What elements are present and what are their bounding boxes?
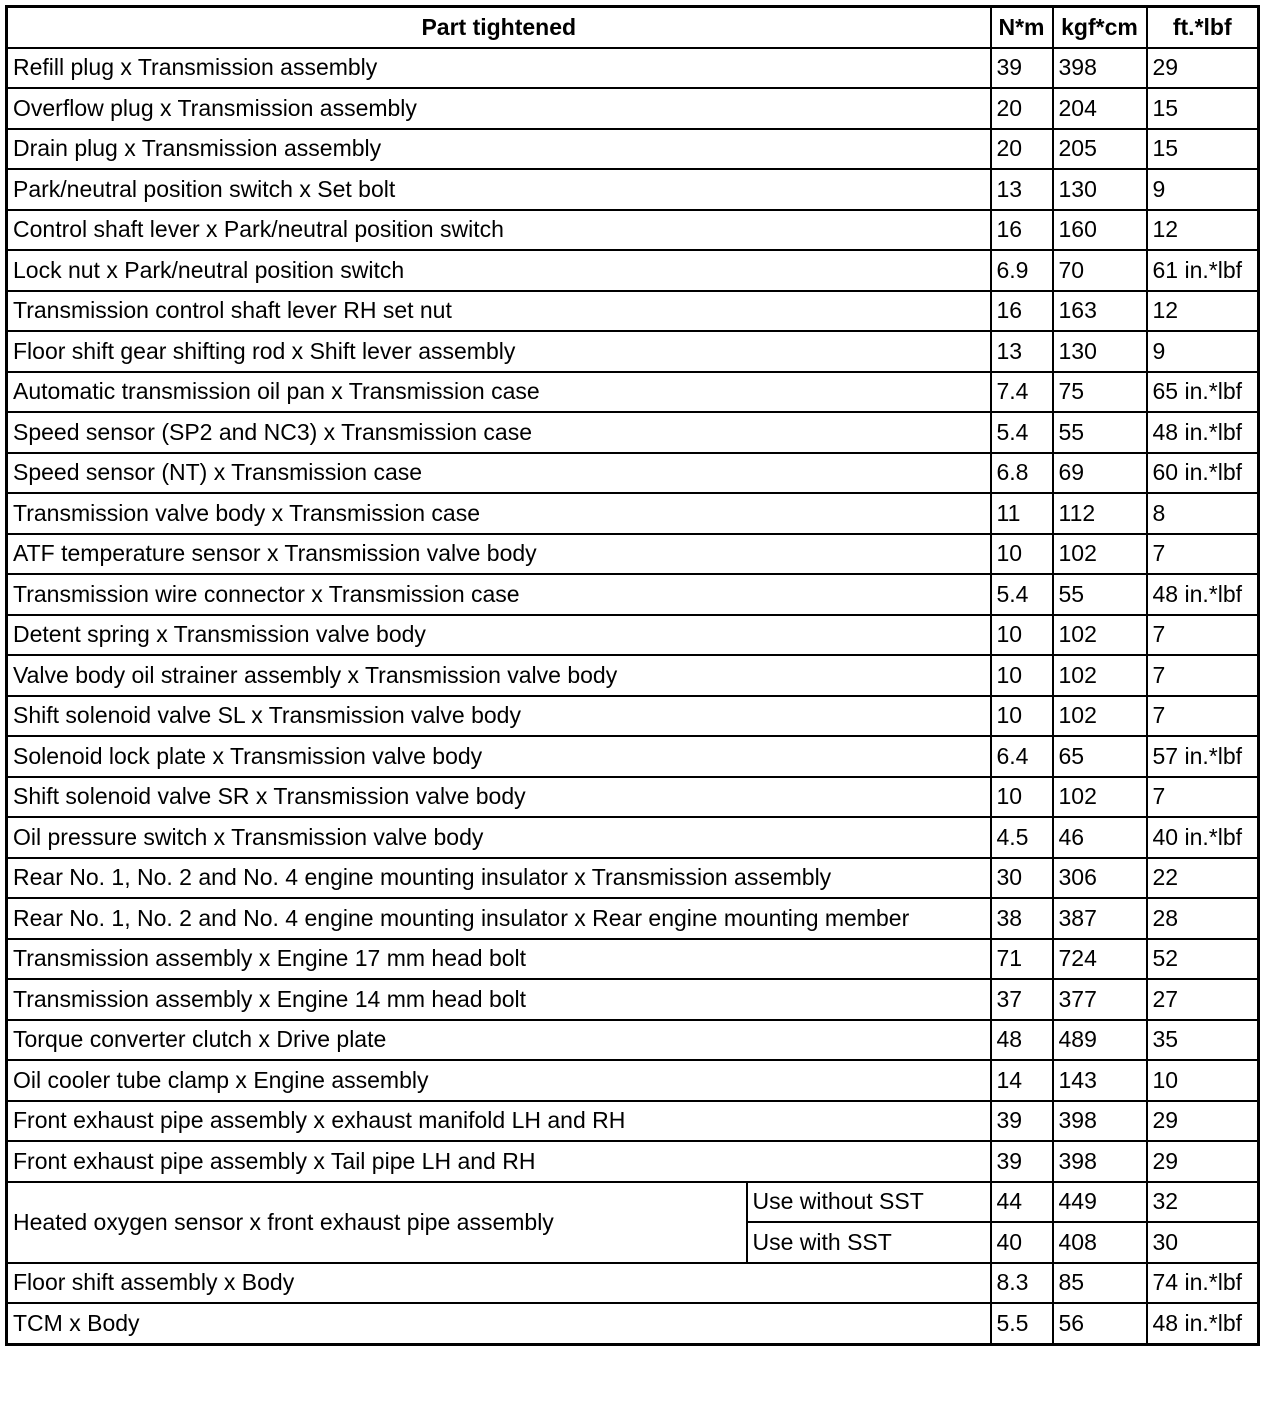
table-row — [7, 331, 1259, 372]
part-cell: Torque converter clutch x Drive plate — [7, 1020, 991, 1061]
table-row — [7, 1020, 1259, 1061]
part-cell: Floor shift assembly x Body — [7, 1263, 991, 1304]
part-cell: Transmission control shaft lever RH set nut — [7, 291, 991, 332]
part-cell: Lock nut x Park/neutral position switch — [7, 250, 991, 291]
nm-cell: 44 — [991, 1182, 1053, 1223]
nm-cell: 6.8 — [991, 453, 1053, 494]
ft-lbf-cell: 57 in.*lbf — [1147, 736, 1259, 777]
kgf-cm-cell: 102 — [1053, 615, 1147, 656]
ft-lbf-cell: 28 — [1147, 898, 1259, 939]
table-body — [7, 48, 1259, 1345]
kgf-cm-cell: 65 — [1053, 736, 1147, 777]
nm-cell: 48 — [991, 1020, 1053, 1061]
part-cell: Speed sensor (NT) x Transmission case — [7, 453, 991, 494]
table-row — [7, 48, 1259, 89]
part-cell: Shift solenoid valve SL x Transmission valve body — [7, 696, 991, 737]
ft-lbf-cell: 27 — [1147, 979, 1259, 1020]
part-cell: TCM x Body — [7, 1303, 991, 1344]
kgf-cm-cell: 398 — [1053, 1101, 1147, 1142]
table-row — [7, 88, 1259, 129]
kgf-cm-cell: 102 — [1053, 534, 1147, 575]
kgf-cm-cell: 724 — [1053, 939, 1147, 980]
ft-lbf-cell: 9 — [1147, 331, 1259, 372]
ft-lbf-cell: 22 — [1147, 858, 1259, 899]
nm-cell: 10 — [991, 534, 1053, 575]
table-row — [7, 534, 1259, 575]
nm-cell: 5.5 — [991, 1303, 1053, 1344]
kgf-cm-cell: 408 — [1053, 1222, 1147, 1263]
kgf-cm-cell: 377 — [1053, 979, 1147, 1020]
kgf-cm-cell: 387 — [1053, 898, 1147, 939]
ft-lbf-cell: 65 in.*lbf — [1147, 372, 1259, 413]
nm-cell: 39 — [991, 1101, 1053, 1142]
table-row — [7, 1101, 1259, 1142]
part-cell: Refill plug x Transmission assembly — [7, 48, 991, 89]
kgf-cm-cell: 204 — [1053, 88, 1147, 129]
header-part-tightened: Part tightened — [7, 7, 991, 48]
kgf-cm-cell: 306 — [1053, 858, 1147, 899]
kgf-cm-cell: 56 — [1053, 1303, 1147, 1344]
ft-lbf-cell: 35 — [1147, 1020, 1259, 1061]
ft-lbf-cell: 61 in.*lbf — [1147, 250, 1259, 291]
table-row — [7, 1141, 1259, 1182]
ft-lbf-cell: 10 — [1147, 1060, 1259, 1101]
table-row — [7, 655, 1259, 696]
ft-lbf-cell: 29 — [1147, 1141, 1259, 1182]
ft-lbf-cell: 7 — [1147, 777, 1259, 818]
kgf-cm-cell: 75 — [1053, 372, 1147, 413]
ft-lbf-cell: 48 in.*lbf — [1147, 412, 1259, 453]
nm-cell: 13 — [991, 331, 1053, 372]
nm-cell: 39 — [991, 1141, 1053, 1182]
part-cell: Speed sensor (SP2 and NC3) x Transmission case — [7, 412, 991, 453]
part-cell: ATF temperature sensor x Transmission valve body — [7, 534, 991, 575]
part-cell: Automatic transmission oil pan x Transmission case — [7, 372, 991, 413]
ft-lbf-cell: 29 — [1147, 48, 1259, 89]
ft-lbf-cell: 15 — [1147, 129, 1259, 170]
part-cell: Park/neutral position switch x Set bolt — [7, 169, 991, 210]
header-ft-lbf: ft.*lbf — [1147, 7, 1259, 48]
part-cell: Rear No. 1, No. 2 and No. 4 engine mounting insulator x Transmission assembly — [7, 858, 991, 899]
part-cell: Transmission valve body x Transmission case — [7, 493, 991, 534]
ft-lbf-cell: 9 — [1147, 169, 1259, 210]
nm-cell: 5.4 — [991, 574, 1053, 615]
nm-cell: 11 — [991, 493, 1053, 534]
nm-cell: 30 — [991, 858, 1053, 899]
nm-cell: 14 — [991, 1060, 1053, 1101]
kgf-cm-cell: 55 — [1053, 574, 1147, 615]
nm-cell: 8.3 — [991, 1263, 1053, 1304]
nm-cell: 4.5 — [991, 817, 1053, 858]
part-cell: Drain plug x Transmission assembly — [7, 129, 991, 170]
part-cell: Floor shift gear shifting rod x Shift lever assembly — [7, 331, 991, 372]
table-row — [7, 696, 1259, 737]
nm-cell: 10 — [991, 655, 1053, 696]
header-nm: N*m — [991, 7, 1053, 48]
kgf-cm-cell: 130 — [1053, 331, 1147, 372]
nm-cell: 10 — [991, 696, 1053, 737]
nm-cell: 20 — [991, 129, 1053, 170]
table-row — [7, 169, 1259, 210]
kgf-cm-cell: 70 — [1053, 250, 1147, 291]
part-cell: Valve body oil strainer assembly x Transmission valve body — [7, 655, 991, 696]
kgf-cm-cell: 69 — [1053, 453, 1147, 494]
table-row — [7, 615, 1259, 656]
part-cell: Transmission wire connector x Transmission case — [7, 574, 991, 615]
nm-cell: 7.4 — [991, 372, 1053, 413]
part-cell: Control shaft lever x Park/neutral position switch — [7, 210, 991, 251]
part-cell: Overflow plug x Transmission assembly — [7, 88, 991, 129]
ft-lbf-cell: 48 in.*lbf — [1147, 1303, 1259, 1344]
ft-lbf-cell: 52 — [1147, 939, 1259, 980]
table-row — [7, 210, 1259, 251]
ft-lbf-cell: 30 — [1147, 1222, 1259, 1263]
nm-cell: 16 — [991, 291, 1053, 332]
table-row — [7, 898, 1259, 939]
ft-lbf-cell: 7 — [1147, 615, 1259, 656]
nm-cell: 38 — [991, 898, 1053, 939]
nm-cell: 10 — [991, 615, 1053, 656]
condition-cell: Use with SST — [747, 1222, 991, 1263]
part-cell: Transmission assembly x Engine 17 mm head bolt — [7, 939, 991, 980]
table-row — [7, 1060, 1259, 1101]
nm-cell: 37 — [991, 979, 1053, 1020]
nm-cell: 5.4 — [991, 412, 1053, 453]
nm-cell: 40 — [991, 1222, 1053, 1263]
ft-lbf-cell: 12 — [1147, 291, 1259, 332]
part-cell: Shift solenoid valve SR x Transmission valve body — [7, 777, 991, 818]
nm-cell: 39 — [991, 48, 1053, 89]
kgf-cm-cell: 143 — [1053, 1060, 1147, 1101]
part-cell: Front exhaust pipe assembly x Tail pipe LH and RH — [7, 1141, 991, 1182]
kgf-cm-cell: 398 — [1053, 1141, 1147, 1182]
torque-spec-table — [5, 5, 1260, 1346]
part-cell: Solenoid lock plate x Transmission valve body — [7, 736, 991, 777]
part-cell: Rear No. 1, No. 2 and No. 4 engine mounting insulator x Rear engine mounting member — [7, 898, 991, 939]
ft-lbf-cell: 74 in.*lbf — [1147, 1263, 1259, 1304]
table-row — [7, 777, 1259, 818]
nm-cell: 16 — [991, 210, 1053, 251]
table-row — [7, 1263, 1259, 1304]
table-row — [7, 291, 1259, 332]
nm-cell: 71 — [991, 939, 1053, 980]
table-row — [7, 453, 1259, 494]
table-row — [7, 412, 1259, 453]
ft-lbf-cell: 40 in.*lbf — [1147, 817, 1259, 858]
table-row — [7, 979, 1259, 1020]
table-row — [7, 736, 1259, 777]
table-row — [7, 939, 1259, 980]
kgf-cm-cell: 205 — [1053, 129, 1147, 170]
nm-cell: 10 — [991, 777, 1053, 818]
part-cell: Oil pressure switch x Transmission valve body — [7, 817, 991, 858]
kgf-cm-cell: 489 — [1053, 1020, 1147, 1061]
kgf-cm-cell: 46 — [1053, 817, 1147, 858]
ft-lbf-cell: 48 in.*lbf — [1147, 574, 1259, 615]
table-row — [7, 1303, 1259, 1344]
part-cell: Front exhaust pipe assembly x exhaust manifold LH and RH — [7, 1101, 991, 1142]
kgf-cm-cell: 55 — [1053, 412, 1147, 453]
ft-lbf-cell: 7 — [1147, 696, 1259, 737]
table-row — [7, 372, 1259, 413]
nm-cell: 6.4 — [991, 736, 1053, 777]
condition-cell: Use without SST — [747, 1182, 991, 1223]
ft-lbf-cell: 32 — [1147, 1182, 1259, 1223]
table-header-row — [7, 7, 1259, 48]
ft-lbf-cell: 60 in.*lbf — [1147, 453, 1259, 494]
nm-cell: 20 — [991, 88, 1053, 129]
table-row — [7, 817, 1259, 858]
kgf-cm-cell: 160 — [1053, 210, 1147, 251]
ft-lbf-cell: 8 — [1147, 493, 1259, 534]
table-row — [7, 858, 1259, 899]
part-cell: Oil cooler tube clamp x Engine assembly — [7, 1060, 991, 1101]
kgf-cm-cell: 163 — [1053, 291, 1147, 332]
ft-lbf-cell: 12 — [1147, 210, 1259, 251]
kgf-cm-cell: 398 — [1053, 48, 1147, 89]
table-row — [7, 493, 1259, 534]
nm-cell: 6.9 — [991, 250, 1053, 291]
kgf-cm-cell: 112 — [1053, 493, 1147, 534]
ft-lbf-cell: 29 — [1147, 1101, 1259, 1142]
part-cell: Heated oxygen sensor x front exhaust pipe assembly — [7, 1182, 747, 1263]
kgf-cm-cell: 102 — [1053, 777, 1147, 818]
kgf-cm-cell: 85 — [1053, 1263, 1147, 1304]
kgf-cm-cell: 102 — [1053, 696, 1147, 737]
table-row — [7, 250, 1259, 291]
ft-lbf-cell: 7 — [1147, 655, 1259, 696]
nm-cell: 13 — [991, 169, 1053, 210]
table-row-split — [7, 1182, 1259, 1223]
part-cell: Detent spring x Transmission valve body — [7, 615, 991, 656]
ft-lbf-cell: 7 — [1147, 534, 1259, 575]
table-row — [7, 574, 1259, 615]
part-cell: Transmission assembly x Engine 14 mm head bolt — [7, 979, 991, 1020]
ft-lbf-cell: 15 — [1147, 88, 1259, 129]
torque-spec-document — [5, 5, 1260, 1346]
kgf-cm-cell: 102 — [1053, 655, 1147, 696]
table-row — [7, 129, 1259, 170]
header-kgf-cm: kgf*cm — [1053, 7, 1147, 48]
kgf-cm-cell: 449 — [1053, 1182, 1147, 1223]
kgf-cm-cell: 130 — [1053, 169, 1147, 210]
